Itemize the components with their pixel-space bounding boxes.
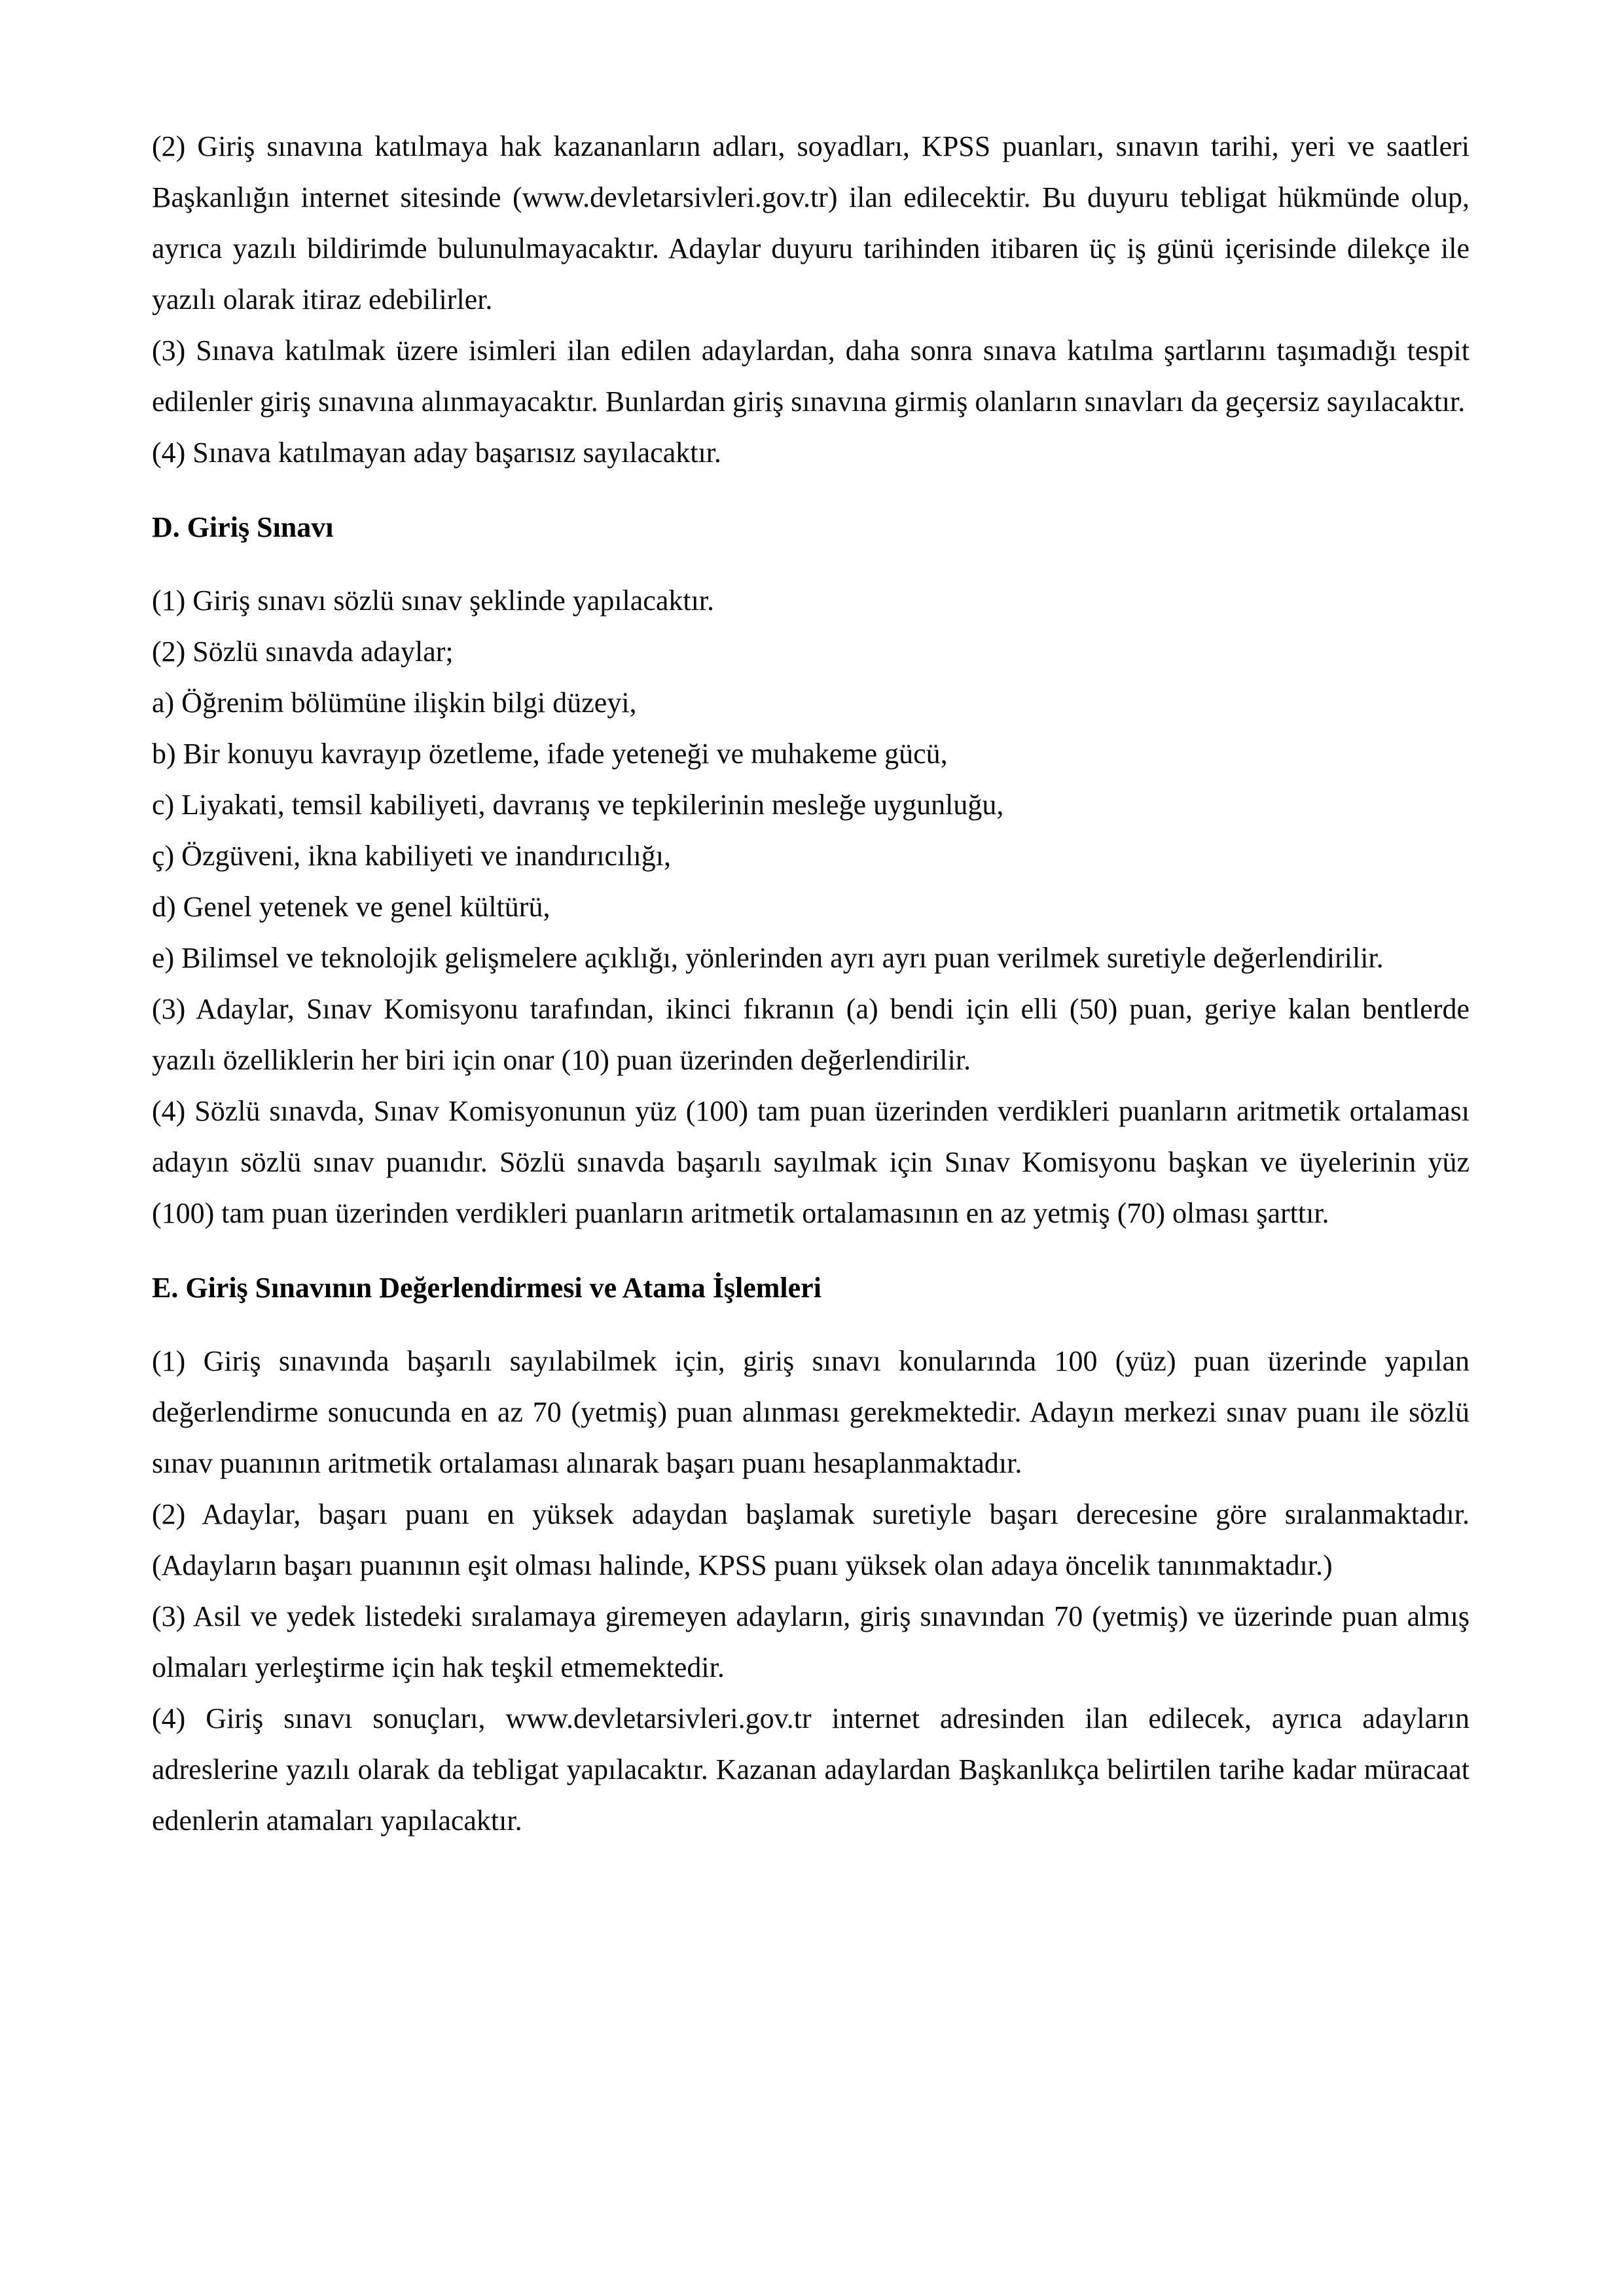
paragraph-d2-cc: ç) Özgüveni, ikna kabiliyeti ve inandırıcılığı, <box>152 840 671 872</box>
section-heading-e: E. Giriş Sınavının Değerlendirmesi ve Atama İşlemleri <box>152 1272 821 1304</box>
paragraph-d2-e: e) Bilimsel ve teknolojik gelişmelere açıklığı, yönlerinden ayrı ayrı puan verilmek suretiyle değerlendirilir. <box>152 942 1384 974</box>
paragraph-d2-b: b) Bir konuyu kavrayıp özetleme, ifade yeteneği ve muhakeme gücü, <box>152 738 948 770</box>
paragraph-c2: (2) Giriş sınavına katılmaya hak kazananların adları, soyadları, KPSS puanları, sınavın tarihi, yeri ve saatleri Başkanlığın internet sitesinde (www.devletarsivleri.gov.tr) ilan edilecektir. Bu duyuru tebligat hükmünde olup, ayrıca yazılı bildirimde bulunulmayacaktır. Adaylar duyuru tarihinden itibaren üç iş günü içerisinde dilekçe ile yazılı olarak itiraz edebilirler. <box>152 130 1470 315</box>
paragraph-e1: (1) Giriş sınavında başarılı sayılabilmek için, giriş sınavı konularında 100 (yüz) puan üzerinde yapılan değerlendirme sonucunda en az 70 (yetmiş) puan alınması gerekmektedir. Adayın merkezi sınav puanı ile sözlü sınav puanının aritmetik ortalaması alınarak başarı puanı hesaplanmaktadır. <box>152 1345 1470 1479</box>
paragraph-d3: (3) Adaylar, Sınav Komisyonu tarafından, ikinci fıkranın (a) bendi için elli (50) puan, geriye kalan bentlerde yazılı özelliklerin her biri için onar (10) puan üzerinden değerlendirilir. <box>152 993 1470 1076</box>
paragraph-d2-d: d) Genel yetenek ve genel kültürü, <box>152 891 550 923</box>
paragraph-e3: (3) Asil ve yedek listedeki sıralamaya giremeyen adayların, giriş sınavından 70 (yetmiş) ve üzerinde puan almış olmaları yerleştirme için hak teşkil etmemektedir. <box>152 1600 1470 1683</box>
paragraph-d4: (4) Sözlü sınavda, Sınav Komisyonunun yüz (100) tam puan üzerinden verdikleri puanların aritmetik ortalaması adayın sözlü sınav puanıdır. Sözlü sınavda başarılı sayılmak için Sınav Komisyonu başkan ve üyelerinin yüz (100) tam puan üzerinden verdikleri puanların aritmetik ortalamasının en az yetmiş (70) olması şarttır. <box>152 1095 1470 1229</box>
section-heading-d: D. Giriş Sınavı <box>152 511 334 543</box>
paragraph-d1: (1) Giriş sınavı sözlü sınav şeklinde yapılacaktır. <box>152 584 715 617</box>
paragraph-c3: (3) Sınava katılmak üzere isimleri ilan edilen adaylardan, daha sonra sınava katılma şartlarını taşımadığı tespit edilenler giriş sınavına alınmayacaktır. Bunlardan giriş sınavına girmiş olanların sınavları da geçersiz sayılacaktır. <box>152 334 1470 418</box>
paragraph-d2: (2) Sözlü sınavda adaylar; <box>152 636 454 668</box>
document-body <box>152 121 1470 1846</box>
paragraph-c4: (4) Sınava katılmayan aday başarısız sayılacaktır. <box>152 437 721 469</box>
paragraph-e2: (2) Adaylar, başarı puanı en yüksek adaydan başlamak suretiyle başarı derecesine göre sıralanmaktadır. (Adayların başarı puanının eşit olması halinde, KPSS puanı yüksek olan adaya öncelik tanınmaktadır.) <box>152 1498 1470 1581</box>
paragraph-d2-a: a) Öğrenim bölümüne ilişkin bilgi düzeyi, <box>152 687 637 719</box>
paragraph-e4: (4) Giriş sınavı sonuçları, www.devletarsivleri.gov.tr internet adresinden ilan edilecek, ayrıca adayların adreslerine yazılı olarak da tebligat yapılacaktır. Kazanan adaylardan Başkanlıkça belirtilen tarihe kadar müracaat edenlerin atamaları yapılacaktır. <box>152 1702 1470 1837</box>
paragraph-d2-c: c) Liyakati, temsil kabiliyeti, davranış ve tepkilerinin mesleğe uygunluğu, <box>152 789 1004 821</box>
